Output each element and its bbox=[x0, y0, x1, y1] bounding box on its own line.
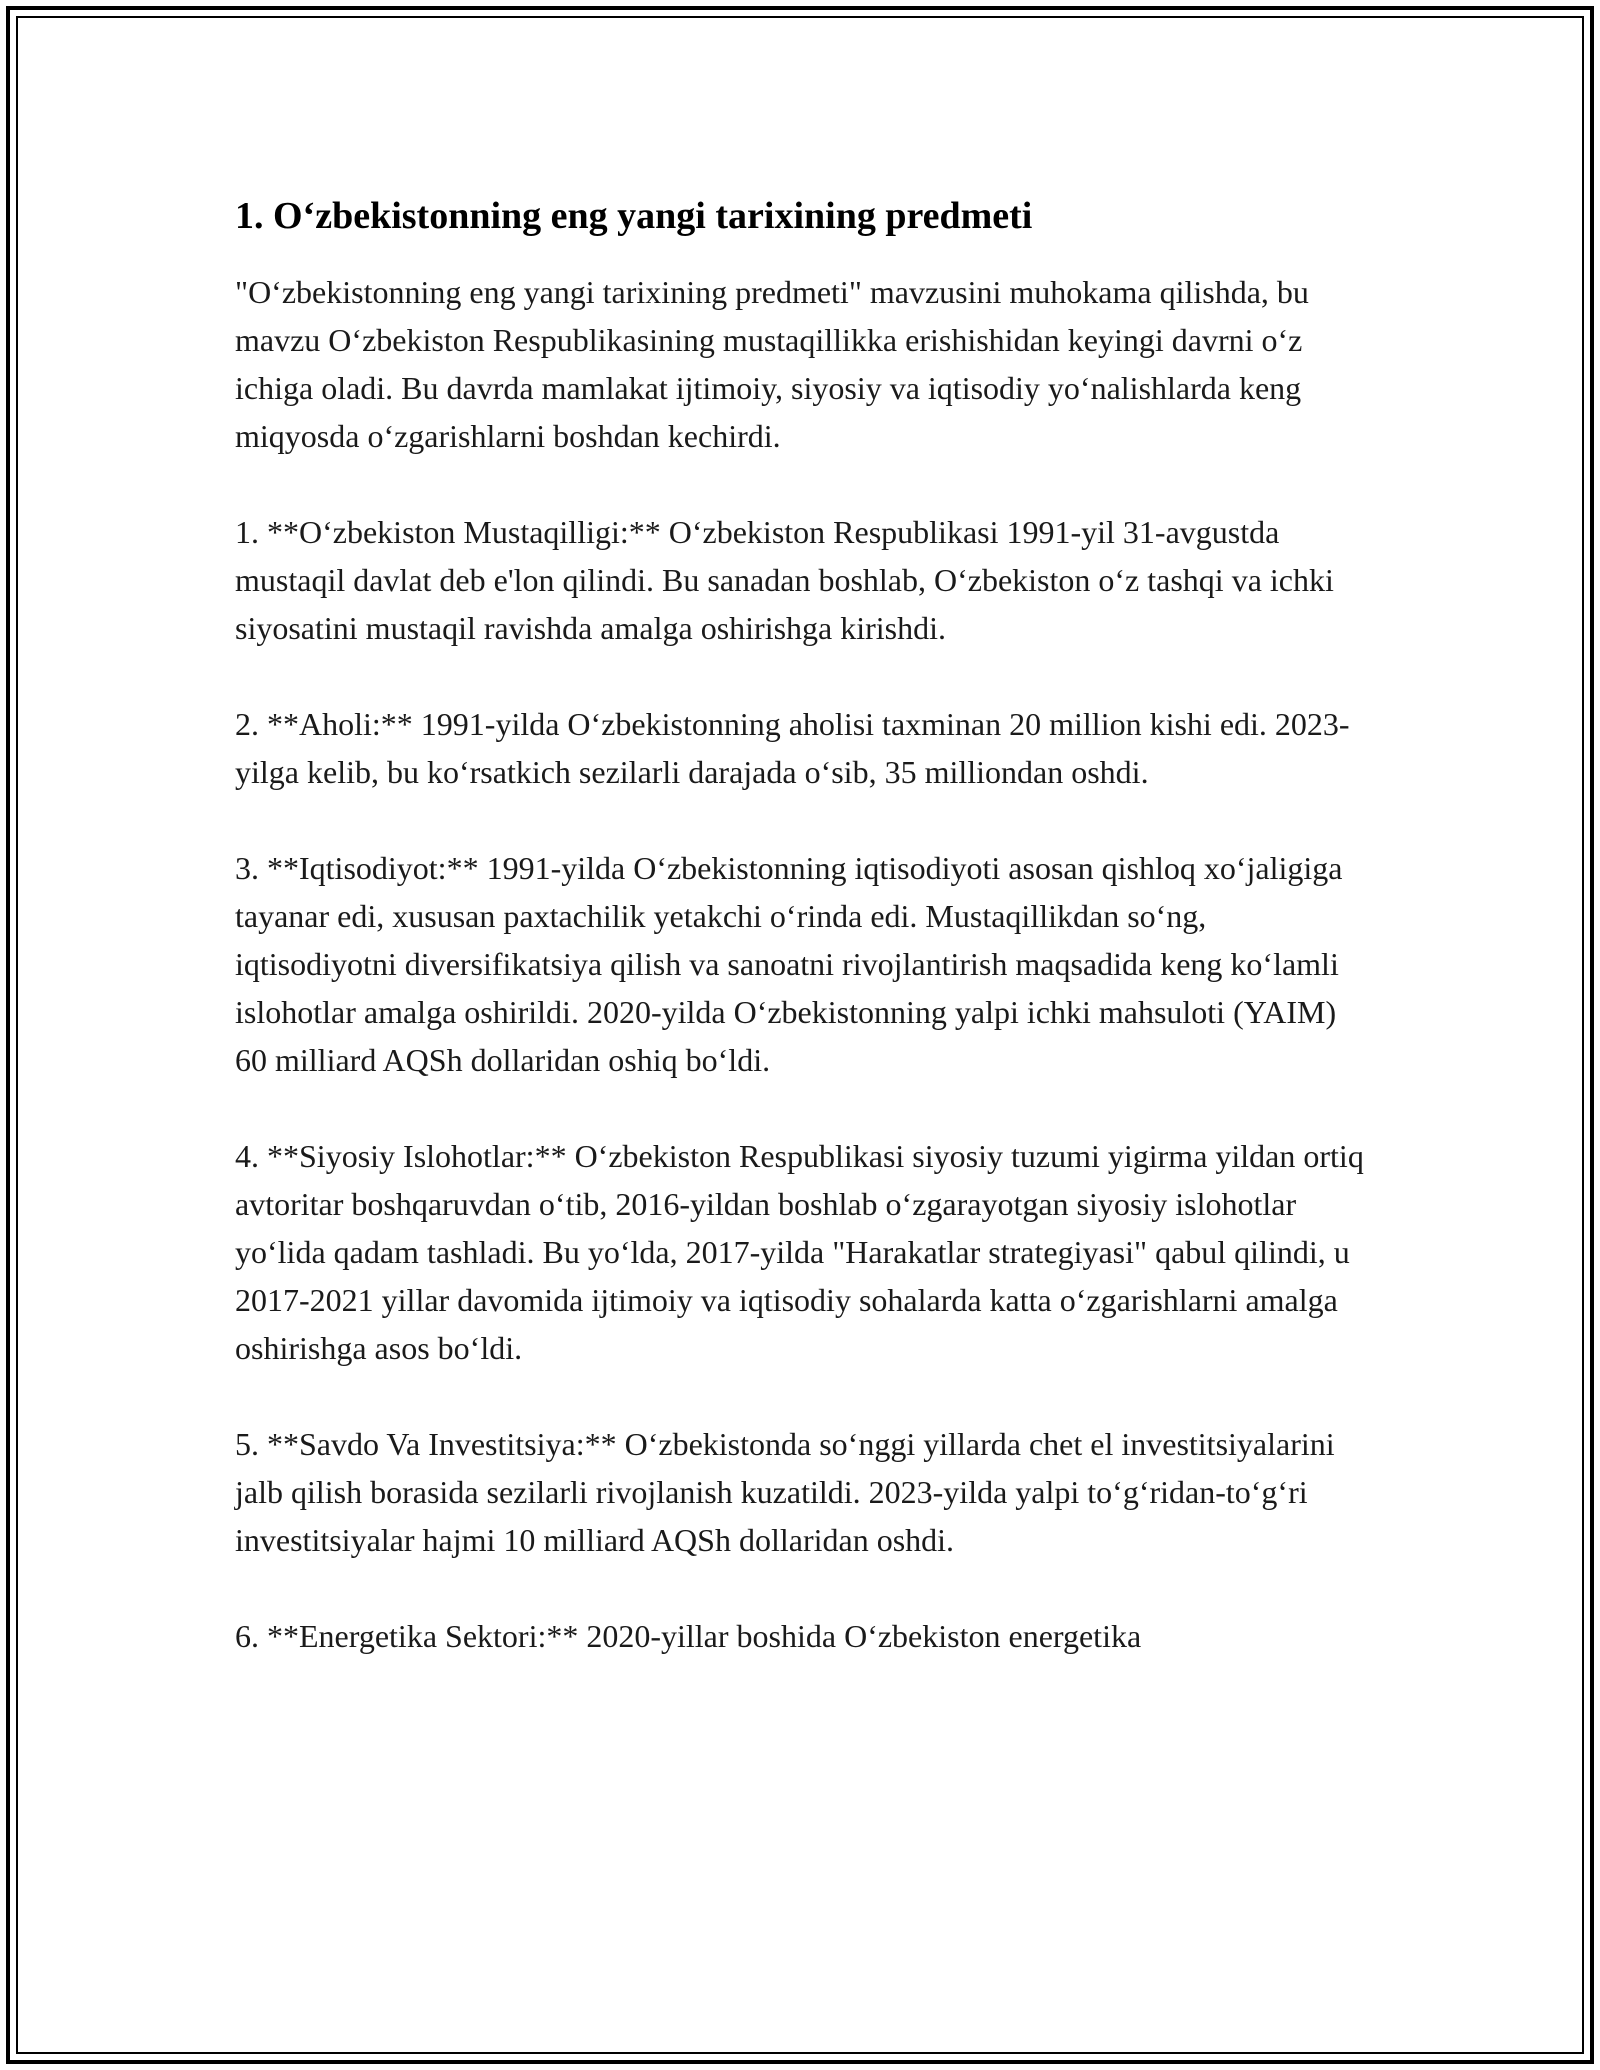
document-body bbox=[235, 188, 1375, 1660]
paragraph-trade-investment: 5. **Savdo Va Investitsiya:** O‘zbekistonda so‘nggi yillarda chet el investitsiyalarini jalb qilish borasida sezilarli rivojlanish kuzatildi. 2023-yilda yalpi to‘g‘ridan-to‘g‘ri investitsiyalar hajmi 10 milliard AQSh dollaridan oshdi. bbox=[235, 1426, 1335, 1558]
paragraph-energy-sector: 6. **Energetika Sektori:** 2020-yillar boshida O‘zbekiston energetika bbox=[235, 1618, 1142, 1654]
document-title: 1. O‘zbekistonning eng yangi tarixining predmeti bbox=[235, 195, 1033, 237]
paragraph-political-reforms: 4. **Siyosiy Islohotlar:** O‘zbekiston Respublikasi siyosiy tuzumi yigirma yildan ortiq avtoritar boshqaruvdan o‘tib, 2016-yildan boshlab o‘zgarayotgan siyosiy islohotlar yo‘lida qadam tashladi. Bu yo‘lda, 2017-yilda "Harakatlar strategiyasi" qabul qilindi, u 2017-2021 yillar davomida ijtimoiy va iqtisodiy sohalarda katta o‘zgarishlarni amalga oshirishga asos bo‘ldi. bbox=[235, 1138, 1364, 1366]
intro-paragraph: "O‘zbekistonning eng yangi tarixining predmeti" mavzusini muhokama qilishda, bu mavzu O‘zbekiston Respublikasining mustaqillikka erishishidan keyingi davrni o‘z ichiga oladi. Bu davrda mamlakat ijtimoiy, siyosiy va iqtisodiy yo‘nalishlarda keng miqyosda o‘zgarishlarni boshdan kechirdi. bbox=[235, 274, 1309, 454]
paragraph-population: 2. **Aholi:** 1991-yilda O‘zbekistonning aholisi taxminan 20 million kishi edi. 2023-yilga kelib, bu ko‘rsatkich sezilarli darajada o‘sib, 35 milliondan oshdi. bbox=[235, 706, 1350, 790]
paragraph-independence: 1. **O‘zbekiston Mustaqilligi:** O‘zbekiston Respublikasi 1991-yil 31-avgustda mustaqil davlat deb e'lon qilindi. Bu sanadan boshlab, O‘zbekiston o‘z tashqi va ichki siyosatini mustaqil ravishda amalga oshirishga kirishdi. bbox=[235, 514, 1334, 646]
paragraph-economy: 3. **Iqtisodiyot:** 1991-yilda O‘zbekistonning iqtisodiyoti asosan qishloq xo‘jaligiga tayanar edi, xususan paxtachilik yetakchi o‘rinda edi. Mustaqillikdan so‘ng, iqtisodiyotni diversifikatsiya qilish va sanoatni rivojlantirish maqsadida keng ko‘lamli islohotlar amalga oshirildi. 2020-yilda O‘zbekistonning yalpi ichki mahsuloti (YAIM) 60 milliard AQSh dollaridan oshiq bo‘ldi. bbox=[235, 850, 1343, 1078]
